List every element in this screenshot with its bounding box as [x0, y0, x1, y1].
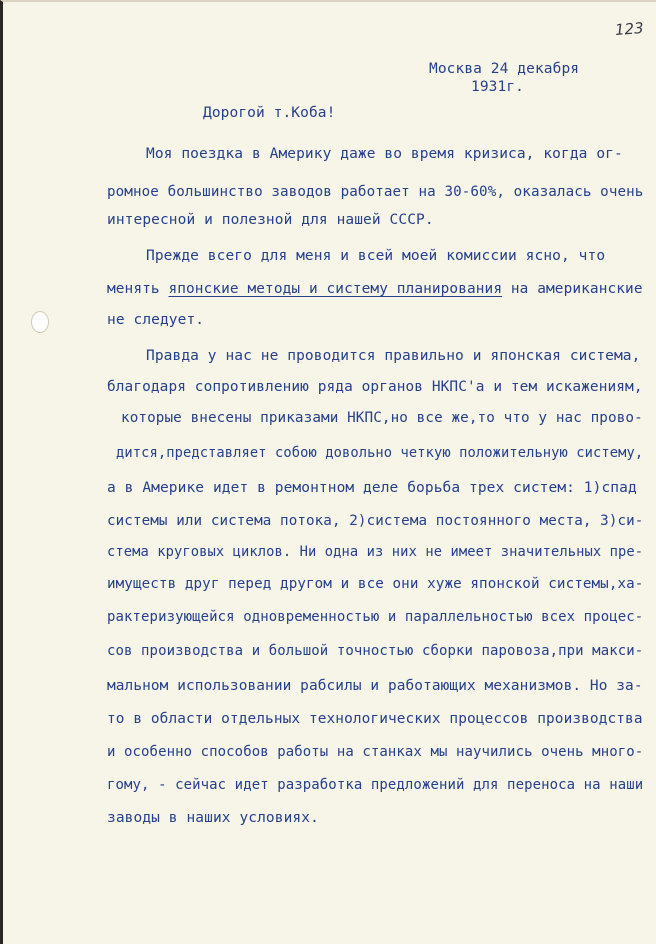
body-line: системы или система потока, 2)система постоянного места, 3)си- — [107, 513, 644, 529]
date-line — [429, 60, 579, 96]
body-line: которые внесены приказами НКПС,но все же,то что у нас прово- — [121, 410, 643, 426]
punch-hole — [31, 311, 49, 333]
body-line: гому, - сейчас идет разработка предложений для переноса на наши — [107, 777, 644, 793]
body-line: Правда у нас не проводится правильно и японская система, — [146, 348, 641, 364]
body-line: мальном использовании рабсилы и работающих механизмов. Но за- — [107, 678, 643, 694]
body-line: Моя поездка в Америку даже во время кризиса, когда ог- — [146, 146, 623, 162]
body-line-underlined — [107, 281, 643, 297]
body-line: рактеризующейся одновременностью и параллельностью всех процес- — [107, 609, 644, 625]
archive-page-number: 123 — [614, 19, 645, 39]
body-line: то в области отдельных технологических процессов производства — [107, 711, 643, 727]
body-line: дится,представляет собою довольно четкую положительную систему, — [116, 445, 644, 461]
phrase-after: на американские — [502, 281, 643, 297]
body-line: не следует. — [107, 312, 205, 328]
body-line: интересной и полезной для нашей СССР. — [107, 212, 434, 228]
body-line: заводы в наших условиях. — [107, 810, 319, 826]
body-line: ромное большинство заводов работает на 30-60%, оказалась очень — [107, 184, 644, 200]
salutation: Дорогой т.Коба! — [203, 105, 336, 121]
date-line-place-date: Москва 24 декабря — [429, 61, 580, 77]
underlined-phrase: японские методы и систему планирования — [168, 281, 503, 297]
body-line: и особенно способов работы на станках мы научились очень много- — [107, 744, 644, 760]
phrase-before: менять — [107, 281, 169, 297]
body-line: сов производства и большой точностью сборки паровоза,при макси- — [107, 643, 644, 659]
body-line: Прежде всего для меня и всей моей комиссии ясно, что — [146, 248, 606, 264]
body-line: имуществ друг перед другом и все они хуже японской системы,ха- — [107, 576, 644, 592]
body-line: а в Америке идет в ремонтном деле борьба трех систем: 1)спад — [107, 480, 637, 496]
body-line: стема круговых циклов. Ни одна из них не имеет значительных пре- — [107, 544, 644, 560]
date-line-year: 1931г. — [471, 79, 524, 95]
body-line: благодаря сопротивлению ряда органов НКПС'а и тем искажениям, — [107, 379, 643, 395]
